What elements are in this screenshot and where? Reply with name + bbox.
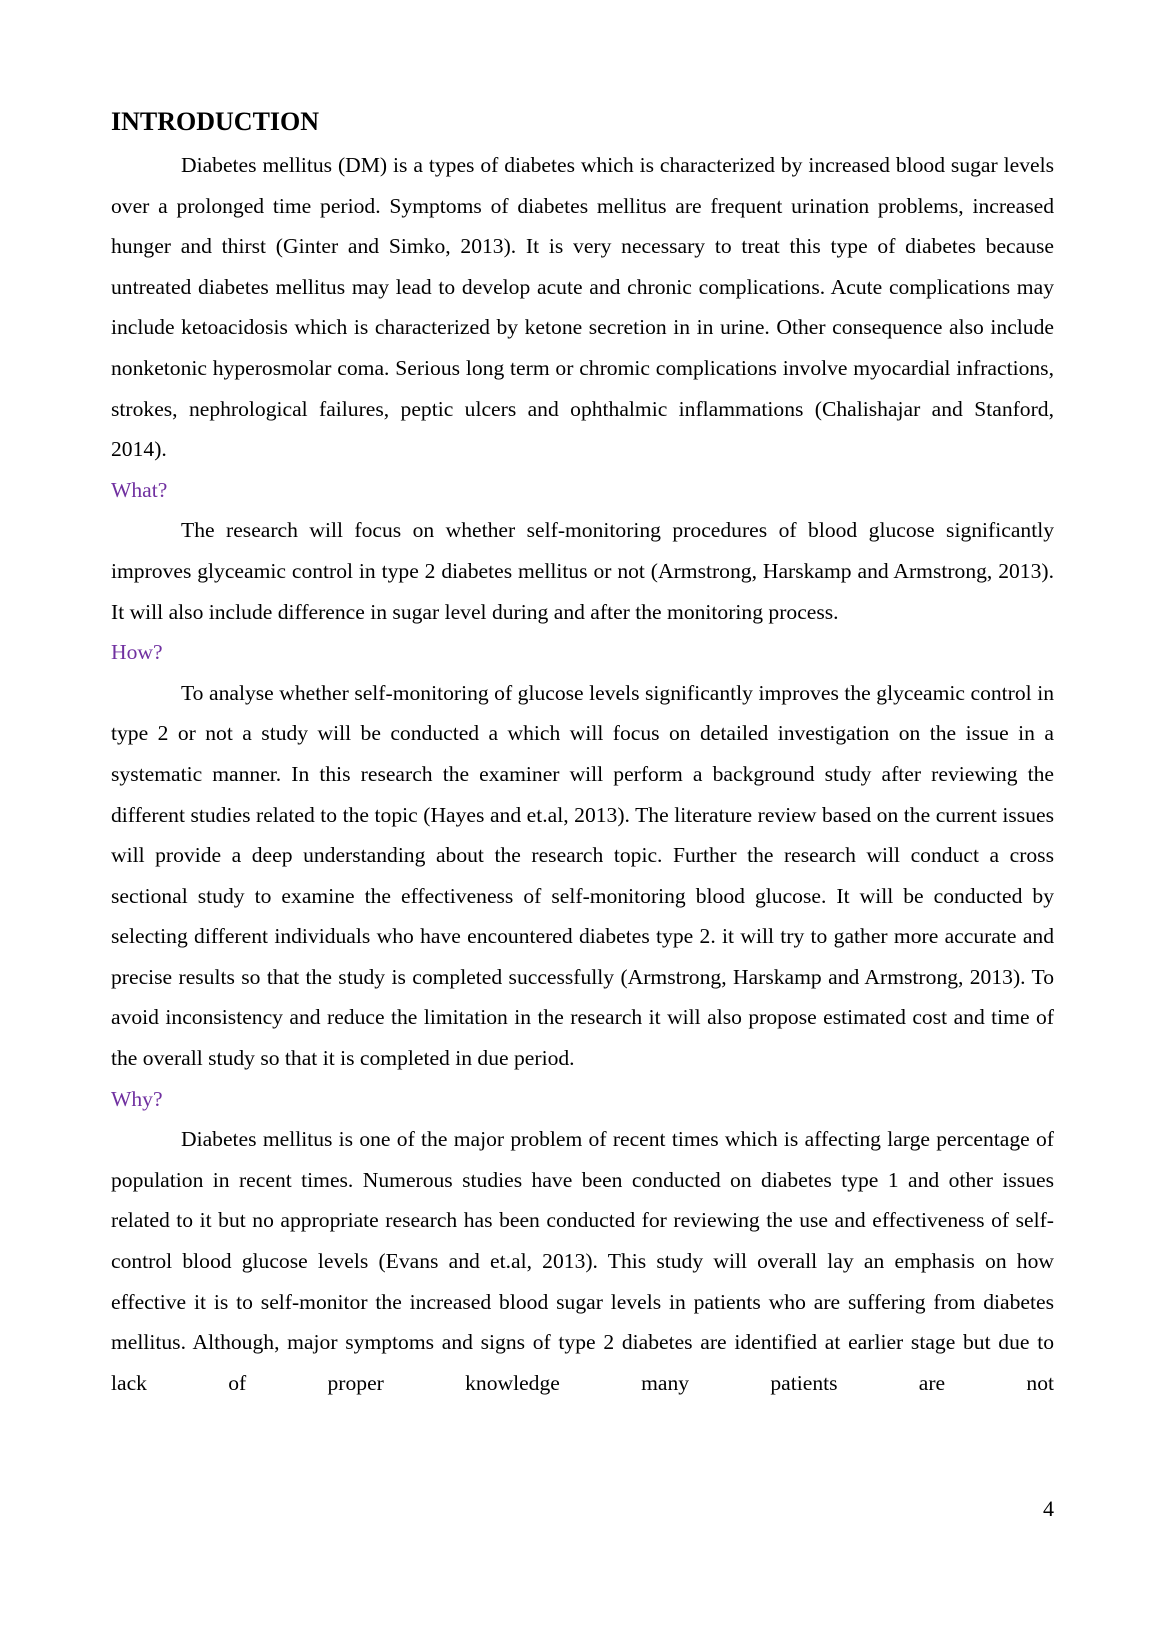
section-title-why: Why? — [111, 1086, 163, 1111]
section-title-how: How? — [111, 640, 163, 665]
page-title: INTRODUCTION — [111, 107, 320, 136]
section-paragraph-why: Diabetes mellitus is one of the major problem of recent times which is affecting large percentage of population in recent times. Numerous studies have been conducted on diabetes type 1 and other issues related to it but no appropriate research has been conducted for reviewing the use and effectiveness of self-control blood glucose levels (Evans and et.al, 2013). This study will overall lay an emphasis on how effective it is to self-monitor the increased blood sugar levels in patients who are suffering from diabetes mellitus. Although, major symptoms and signs of type 2 diabetes are identified at earlier stage but due to lack of proper knowledge many patients are not — [111, 1127, 1054, 1395]
page-number: 4 — [1043, 1496, 1054, 1521]
intro-paragraph: Diabetes mellitus (DM) is a types of diabetes which is characterized by increased blood sugar levels over a prolonged time period. Symptoms of diabetes mellitus are frequent urination problems, increased hunger and thirst (Ginter and Simko, 2013). It is very necessary to treat this type of diabetes because untreated diabetes mellitus may lead to develop acute and chronic complications. Acute complications may include ketoacidosis which is characterized by ketone secretion in in urine. Other consequence also include nonketonic hyperosmolar coma. Serious long term or chromic complications involve myocardial infractions, strokes, nephrological failures, peptic ulcers and ophthalmic inflammations (Chalishajar and Stanford, 2014). — [111, 153, 1054, 462]
section-title-what: What? — [111, 477, 168, 502]
document-page — [111, 107, 1054, 1403]
section-paragraph-what: The research will focus on whether self-monitoring procedures of blood glucose significantly improves glyceamic control in type 2 diabetes mellitus or not (Armstrong, Harskamp and Armstrong, 2013). It will also include difference in sugar level during and after the monitoring process. — [111, 518, 1054, 624]
section-paragraph-how: To analyse whether self-monitoring of glucose levels significantly improves the glyceamic control in type 2 or not a study will be conducted a which will focus on detailed investigation on the issue in a systematic manner. In this research the examiner will perform a background study after reviewing the different studies related to the topic (Hayes and et.al, 2013). The literature review based on the current issues will provide a deep understanding about the research topic. Further the research will conduct a cross sectional study to examine the effectiveness of self-monitoring blood glucose. It will be conducted by selecting different individuals who have encountered diabetes type 2. it will try to gather more accurate and precise results so that the study is completed successfully (Armstrong, Harskamp and Armstrong, 2013). To avoid inconsistency and reduce the limitation in the research it will also propose estimated cost and time of the overall study so that it is completed in due period. — [111, 680, 1054, 1071]
